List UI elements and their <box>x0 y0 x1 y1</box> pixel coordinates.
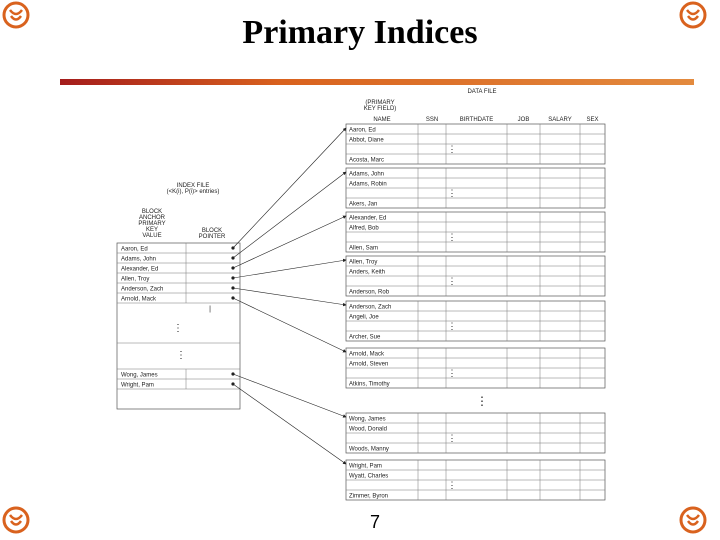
index-file-label: (<K(i), P(i)> entries) <box>166 189 220 195</box>
page-number: 7 <box>369 512 380 532</box>
ellipsis-marker: ⋮ <box>447 232 457 242</box>
index-entry-key: Aaron, Ed <box>121 246 148 253</box>
ellipsis-marker: ⋮ <box>447 480 457 490</box>
index-pointer-header: POINTER <box>198 234 226 240</box>
data-file-column-header: BIRTHDATE <box>459 117 494 123</box>
block-pointer-arrow <box>233 288 346 305</box>
data-record-name: Woods, Manny <box>349 446 389 453</box>
block-pointer-arrow <box>233 216 346 268</box>
index-key-header: KEY <box>145 227 159 233</box>
ellipsis-marker: ⋮ <box>447 144 457 154</box>
index-entry-key: Alexander, Ed <box>121 266 159 273</box>
block-pointer-arrow <box>233 298 346 352</box>
index-key-header: VALUE <box>142 233 162 239</box>
data-record-name: Arnold, Mack <box>349 351 385 358</box>
index-pointer-header: BLOCK <box>201 228 223 234</box>
data-record-name: Alfred, Bob <box>349 225 379 232</box>
data-record-name: Allen, Troy <box>349 259 378 266</box>
index-entry-key: Arnold, Mack <box>121 296 157 303</box>
slide-title: Primary Indices <box>242 14 478 51</box>
data-record-name: Angeli, Joe <box>349 314 379 321</box>
ellipsis-marker: ⋮ <box>173 323 183 334</box>
data-record-name: Allen, Sam <box>349 245 379 252</box>
data-record-name: Abbot, Diane <box>349 137 384 144</box>
index-file-label: INDEX FILE <box>176 183 210 189</box>
data-file-column-header: SALARY <box>548 117 572 123</box>
block-pointer-arrow <box>233 374 346 417</box>
data-record-name: Wright, Pam <box>349 463 382 470</box>
ellipsis-marker: ⋮ <box>447 276 457 286</box>
primary-key-field-label: KEY FIELD) <box>363 106 397 112</box>
data-record-name: Arnold, Steven <box>349 361 389 368</box>
data-file-column-header: JOB <box>517 117 530 123</box>
data-record-name: Alexander, Ed <box>349 215 387 222</box>
index-entry-key: Wong, James <box>121 372 158 379</box>
data-file-column-header: SEX <box>586 117 599 123</box>
ellipsis-marker: ⋮ <box>447 188 457 198</box>
data-record-name: Akers, Jan <box>349 201 378 208</box>
block-pointer-arrow <box>233 172 346 258</box>
data-record-name: Wood, Donald <box>349 426 387 433</box>
block-pointer-arrow <box>233 260 346 278</box>
data-record-name: Anders, Keith <box>349 269 386 276</box>
index-entry-key: Anderson, Zach <box>121 286 164 293</box>
data-record-name: Anderson, Rob <box>349 289 390 296</box>
ellipsis-marker: ⋮ <box>476 394 488 408</box>
data-file-label: DATA FILE <box>467 89 497 95</box>
ellipsis-marker: ⋮ <box>447 321 457 331</box>
ellipsis-marker: ⋮ <box>176 350 186 361</box>
data-record-name: Adams, John <box>349 171 385 178</box>
index-entry-key: Allen, Troy <box>121 276 150 283</box>
data-record-name: Wyatt, Charles <box>349 473 389 480</box>
data-record-name: Adams, Robin <box>349 181 387 188</box>
ellipsis-marker: | <box>209 306 211 313</box>
data-file-column-header: NAME <box>373 117 391 123</box>
data-record-name: Wong, James <box>349 416 386 423</box>
index-entry-key: Adams, John <box>121 256 157 263</box>
data-record-name: Atkins, Timothy <box>349 381 390 388</box>
ellipsis-marker: ⋮ <box>447 433 457 443</box>
data-file-column-header: SSN <box>425 117 439 123</box>
primary-key-field-label: (PRIMARY <box>365 100 395 106</box>
index-entry-key: Wright, Pam <box>121 382 154 389</box>
index-key-header: BLOCK <box>141 209 163 215</box>
data-record-name: Zimmer, Byron <box>349 493 389 500</box>
data-record-name: Acosta, Marc <box>349 157 385 164</box>
index-key-header: PRIMARY <box>138 221 166 227</box>
data-record-name: Aaron, Ed <box>349 127 376 134</box>
data-record-name: Anderson, Zach <box>349 304 392 311</box>
data-record-name: Archer, Sue <box>349 334 381 341</box>
index-key-header: ANCHOR <box>138 215 166 221</box>
ellipsis-marker: ⋮ <box>447 368 457 378</box>
block-pointer-arrow <box>233 128 346 248</box>
block-pointer-arrow <box>233 384 346 464</box>
